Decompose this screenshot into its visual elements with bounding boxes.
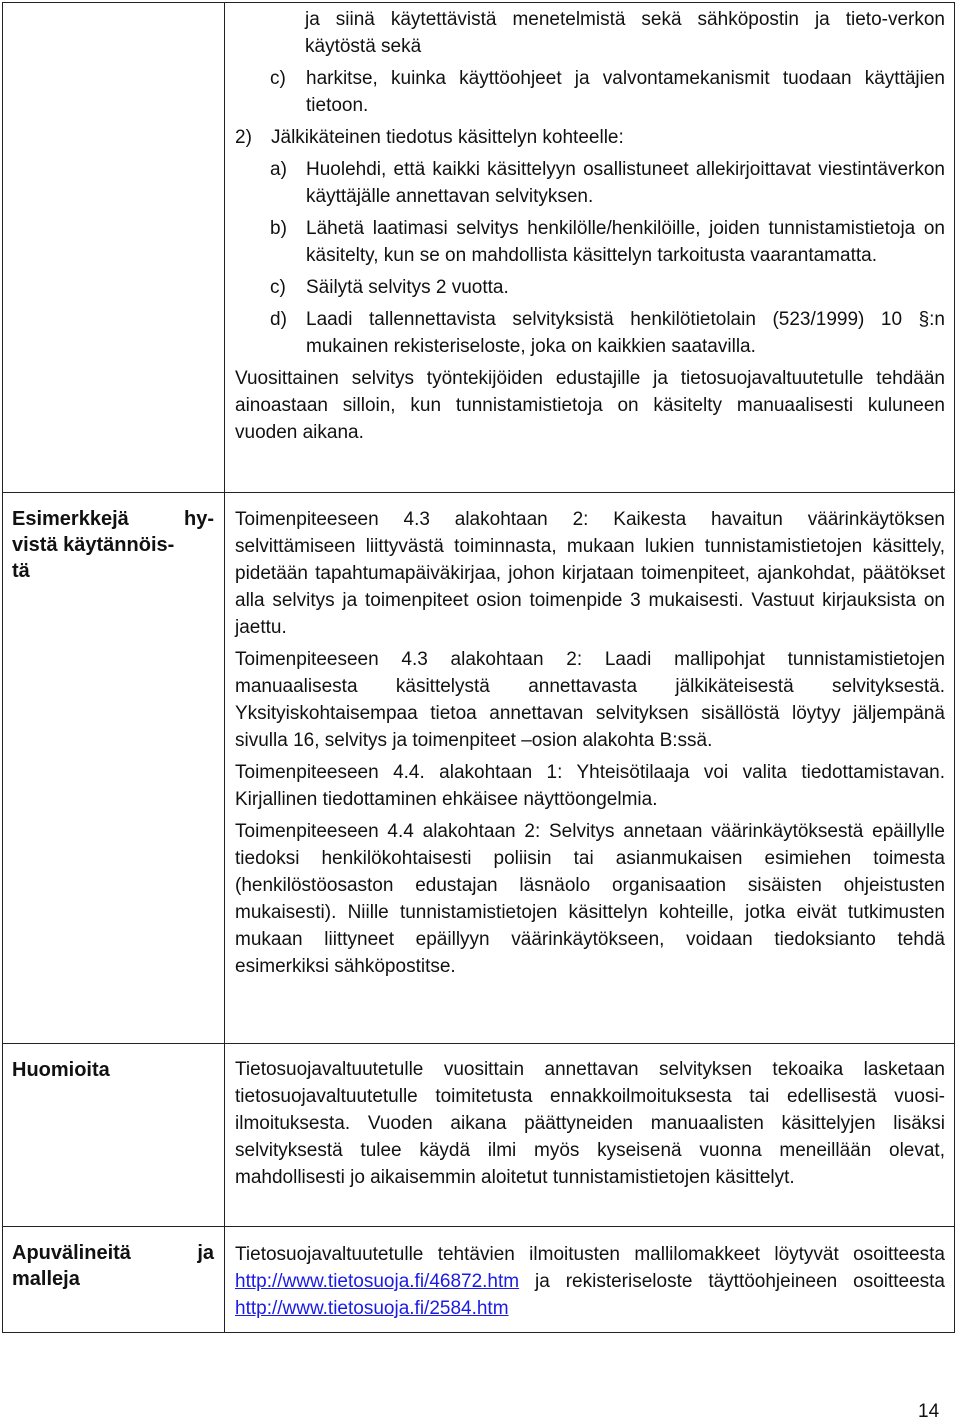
list-item-c <box>270 65 945 119</box>
list-text: Lähetä laatimasi selvitys henkilölle/henkilöille, joiden tunnistamistietoja on käsitelty, kun se on mahdollista käsittelyn tarkoitusta vaarantamatta. <box>306 218 945 266</box>
link-rekisteriseloste[interactable]: http://www.tietosuoja.fi/2584.htm <box>235 1298 509 1319</box>
row-divider <box>2 1043 955 1044</box>
continued-line: ja siinä käytettävistä menetelmistä sekä sähköpostin ja tieto-verkon käytöstä sekä <box>305 9 945 57</box>
tools-text: ja rekisteriseloste täyttöohjeineen osoitteesta <box>535 1271 945 1292</box>
heading-examples-word1: Esimerkkejä <box>12 508 129 530</box>
annual-report-paragraph: Vuosittainen selvitys työntekijöiden edustajille ja tietosuojavaltuutetulle tehdään ainoastaan silloin, kun tunnistamistietoja on käsitelty manuaalisesti kuluneen vuoden aikana. <box>235 368 945 443</box>
notes-paragraph: Tietosuojavaltuutetulle vuosittain annettavan selvityksen tekoaika lasketaan tietosuojavaltuutetulle toimitetusta ennakkoilmoituksesta tai edellisestä vuosi-ilmoituksesta. Vuoden aikana päättyneiden manuaalisten käsittelyjen lisäksi selvityksestä tulee käydä ilmi myös kyseisenä vuonna meneillään olevat, mahdollisesti jo aikaisemmin aloitetut tunnistamistietojen käsittelyt. <box>235 1059 945 1188</box>
tools-text: Tietosuojavaltuutetulle tehtävien ilmoitusten mallilomakkeet löytyvät osoitteesta <box>235 1244 945 1265</box>
heading-examples-line3: tä <box>12 560 30 582</box>
row-divider <box>2 1226 955 1227</box>
top-cell-content <box>235 6 945 446</box>
list-text: Jälkikäteinen tiedotus käsittelyn kohteelle: <box>271 127 624 148</box>
example-paragraph: Toimenpiteeseen 4.4 alakohtaan 2: Selvitys annetaan väärinkäytöksestä epäillylle tiedoksi henkilökohtaisesti poliisin tai asianmukaisen esimiehen toimesta (henkilöstöosaston edustajan läsnäolo organisaation sisäisten ohjeistusten mukaisesti). Niille tunnistamistietojen käsittelyn kohteille, jotka eivät tutkimusten mukaan liittyneet epäillyyn väärinkäytökseen, voidaan tiedoksianto tehdä esimerkiksi sähköpostitse. <box>235 821 945 977</box>
list-item-c2 <box>270 274 945 301</box>
heading-tools-line2: malleja <box>12 1268 80 1290</box>
list-text: Säilytä selvitys 2 vuotta. <box>306 277 509 298</box>
list-label: c) <box>270 68 286 89</box>
list-item-b <box>270 215 945 269</box>
heading-tools-word1: Apuvälineitä <box>12 1242 131 1264</box>
list-item-d <box>270 306 945 360</box>
list-item-2 <box>235 124 945 151</box>
continued-text <box>305 6 945 60</box>
row-divider <box>2 492 955 493</box>
page-number: 14 <box>918 1401 940 1422</box>
heading-examples-word2: hy- <box>184 508 214 530</box>
column-divider <box>224 2 225 1333</box>
link-mallilomakkeet[interactable]: http://www.tietosuoja.fi/46872.htm <box>235 1271 520 1292</box>
example-paragraph: Toimenpiteeseen 4.3 alakohtaan 2: Laadi mallipohjat tunnistamistietojen manuaalisesta käsittelystä annettavasta jälkikäteisestä selvityksestä. Yksityiskohtaisempaa tietoa annettavan selvityksen sisällöstä löytyy jäljempänä sivulla 16, selvitys ja toimenpiteet –osion alakohta B:ssä. <box>235 649 945 751</box>
list-label: d) <box>270 309 287 330</box>
list-text: Laadi tallennettavista selvityksistä henkilötietolain (523/1999) 10 §:n mukainen rekisteriseloste, joka on kaikkien saatavilla. <box>306 309 945 357</box>
tools-paragraph <box>235 1241 945 1322</box>
list-label: b) <box>270 218 287 239</box>
heading-notes-text: Huomioita <box>12 1059 110 1081</box>
examples-cell-content <box>235 506 945 980</box>
example-paragraph: Toimenpiteeseen 4.4. alakohtaan 1: Yhteisötilaaja voi valita tiedottamistavan. Kirjallinen tiedottaminen ehkäisee näyttöongelmia. <box>235 762 945 810</box>
notes-cell-content <box>235 1056 945 1191</box>
heading-notes <box>12 1057 214 1083</box>
heading-examples <box>12 506 214 584</box>
list-label: a) <box>270 159 287 180</box>
heading-examples-line2: vistä käytännöis- <box>12 534 175 556</box>
heading-tools-word2: ja <box>197 1242 214 1264</box>
list-label: c) <box>270 277 286 298</box>
list-item-a <box>270 156 945 210</box>
tools-cell-content <box>235 1241 945 1322</box>
heading-tools <box>12 1240 214 1292</box>
list-label: 2) <box>235 127 252 148</box>
list-text: Huolehdi, että kaikki käsittelyyn osallistuneet allekirjoittavat viestintäverkon käyttäjälle annettavan selvityksen. <box>306 159 945 207</box>
list-text: harkitse, kuinka käyttöohjeet ja valvontamekanismit tuodaan käyttäjien tietoon. <box>306 68 945 116</box>
example-paragraph: Toimenpiteeseen 4.3 alakohtaan 2: Kaikesta havaitun väärinkäytöksen selvittämiseen liittyvästä toiminnasta, mukaan lukien tunnistamistietojen käsittely, pidetään tapahtumapäiväkirjaa, johon kirjataan toimenpiteet, ajankohdat, päätökset alla selvitys ja toimenpiteet osion toimenpide 3 mukaisesti. Vastuut kirjauksista on jaettu. <box>235 509 945 638</box>
